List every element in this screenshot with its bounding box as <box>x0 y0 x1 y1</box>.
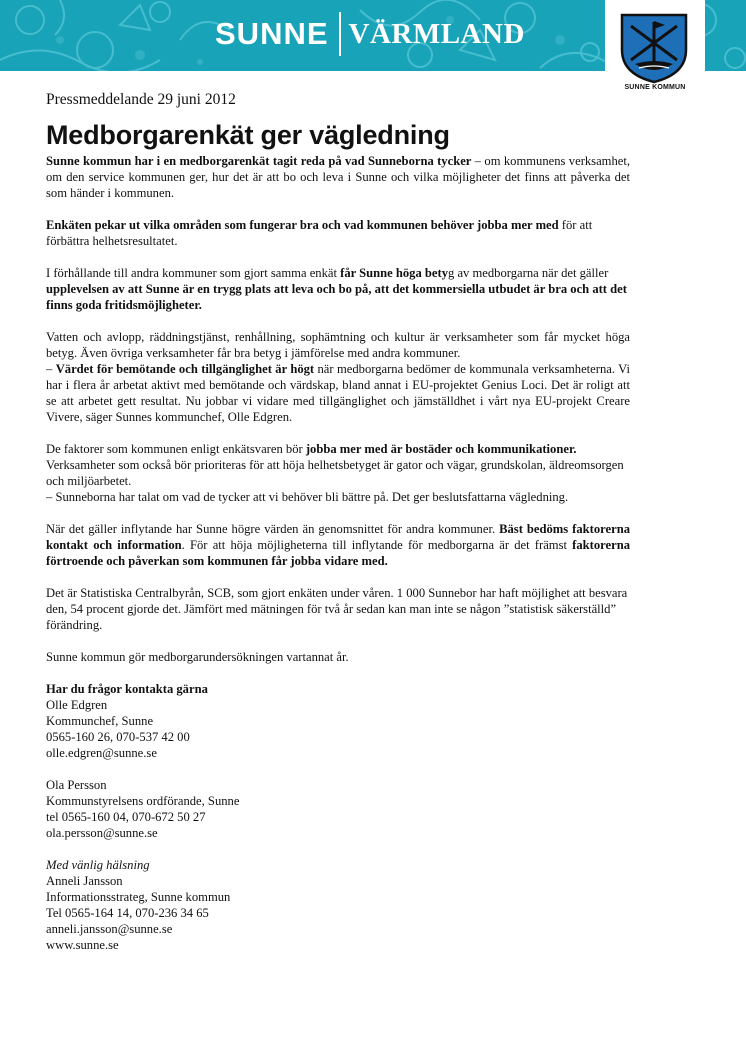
ratings-text-c: g av medborgarna när det gäller <box>448 266 609 280</box>
contact-2-email[interactable]: ola.persson@sunne.se <box>46 826 158 840</box>
factors-quote: – Sunneborna har talat om vad de tycker att vi behöver bli bättre på. Det ger beslutsfattarna vägledning. <box>46 490 569 504</box>
factors-text-a: De faktorer som kommunen enligt enkätsvaren bör <box>46 442 306 456</box>
influence-bold-b: Bäst bedöms faktorerna kontakt och information <box>46 522 630 552</box>
services-dash: – <box>46 362 56 376</box>
paragraph-influence <box>46 521 630 569</box>
contact-2-role: Kommunstyrelsens ordförande, Sunne <box>46 794 240 808</box>
paragraph-factors <box>46 441 630 505</box>
contact-1-name: Olle Edgren <box>46 698 108 712</box>
brand-sunne: SUNNE <box>215 16 329 51</box>
crest-caption: SUNNE KOMMUN <box>624 84 686 91</box>
services-bold: Värdet för bemötande och tillgänglighet är högt <box>55 362 315 376</box>
contact-3-role: Informationsstrateg, Sunne kommun <box>46 890 231 904</box>
influence-text-a: När det gäller inflytande har Sunne högre värden än genomsnittet för andra kommuner. <box>46 522 500 536</box>
paragraph-areas <box>46 217 630 249</box>
contact-3-name: Anneli Jansson <box>46 874 123 888</box>
contact-3-email[interactable]: anneli.jansson@sunne.se <box>46 922 173 936</box>
intro-bold: Sunne kommun har i en medborgarenkät tagit reda på vad Sunneborna tycker <box>46 154 472 168</box>
contact-heading: Har du frågor kontakta gärna <box>46 682 208 696</box>
contact-1-phone: 0565-160 26, 070-537 42 00 <box>46 730 190 744</box>
services-text: Vatten och avlopp, räddningstjänst, renhållning, sophämtning och kultur är verksamheter som får mycket höga betyg. Även övriga verksamheter får bra betyg i jämförelse med andra kommuner. <box>46 330 630 360</box>
contact-block-1 <box>46 681 630 761</box>
paragraph-intro <box>46 153 630 201</box>
intro-text: – om kommunens verksamhet, om den service kommunen ger, hur det är att bo och leva i Sunne och vilka möjligheter det finns att påverka det som händer i kommunen. <box>46 154 631 200</box>
paragraph-services <box>46 329 630 425</box>
contact-3-phone: Tel 0565-164 14, 070-236 34 65 <box>46 906 209 920</box>
ratings-text-a: I förhållande till andra kommuner som gjort samma enkät <box>46 266 341 280</box>
coat-of-arms-icon <box>619 12 689 84</box>
services-quote: när medborgarna bedömer de kommunala verksamheterna. Vi har i flera år arbetat aktivt med bemötande och värdskap, bland annat i EU-projektet Genius Loci. Det är roligt att se att arbetet gett resultat. Nu jobbar vi vidare med tillgänglighet och jämställdhet i vårt nya EU-projekt Creare Vivere, säger Sunnes kommunchef, Olle Edgren. <box>46 362 630 424</box>
paragraph-frequency: Sunne kommun gör medborgarundersökningen vartannat år. <box>46 650 349 664</box>
paragraph-scb: Det är Statistiska Centralbyrån, SCB, som gjort enkäten under våren. 1 000 Sunnebor har haft möjlighet att besvara den, 54 procent gjorde det. Jämfört med mätningen för två år sedan kan man inte se någon ”statistisk säkerställd” förändring. <box>46 586 628 632</box>
brand-varmland: VÄRMLAND <box>348 17 525 50</box>
influence-bold-d: faktorerna förtroende och påverkan som kommunen får jobba vidare med. <box>46 538 630 568</box>
ratings-bold-d: upplevelsen av att Sunne är en trygg plats att leva och bo på, att det kommersiella utbudet är bra och att det finns goda fritidsmöjligheter. <box>46 282 627 312</box>
areas-text: för att förbättra helhetsresultatet. <box>46 218 593 248</box>
contact-1-role: Kommunchef, Sunne <box>46 714 154 728</box>
press-release <box>46 90 630 969</box>
factors-bold: jobba mer med är bostäder och kommunikationer. <box>305 442 577 456</box>
brand-divider <box>339 12 341 56</box>
municipal-crest <box>605 0 705 98</box>
paragraph-ratings <box>46 265 630 313</box>
brand-logo <box>215 8 525 60</box>
contact-2-name: Ola Persson <box>46 778 107 792</box>
ratings-bold-b: får Sunne höga bety <box>340 266 449 280</box>
press-date: Pressmeddelande 29 juni 2012 <box>46 91 236 108</box>
page-title: Medborgarenkät ger vägledning <box>46 120 450 150</box>
greeting: Med vänlig hälsning <box>46 858 150 872</box>
influence-text-c: . För att höja möjligheterna till inflytande för medborgarna är det främst <box>181 538 573 552</box>
factors-text-c: Verksamheter som också bör prioriteras för att höja helhetsbetyget är gator och vägar, grundskolan, äldreomsorgen och miljöarbetet. <box>46 458 624 488</box>
contact-1-email[interactable]: olle.edgren@sunne.se <box>46 746 157 760</box>
areas-bold: Enkäten pekar ut vilka områden som fungerar bra och vad kommunen behöver jobba mer med <box>46 218 559 232</box>
contact-block-2 <box>46 777 630 841</box>
contact-2-phone: tel 0565-160 04, 070-672 50 27 <box>46 810 206 824</box>
contact-block-3 <box>46 857 630 953</box>
website-link[interactable]: www.sunne.se <box>46 938 119 952</box>
